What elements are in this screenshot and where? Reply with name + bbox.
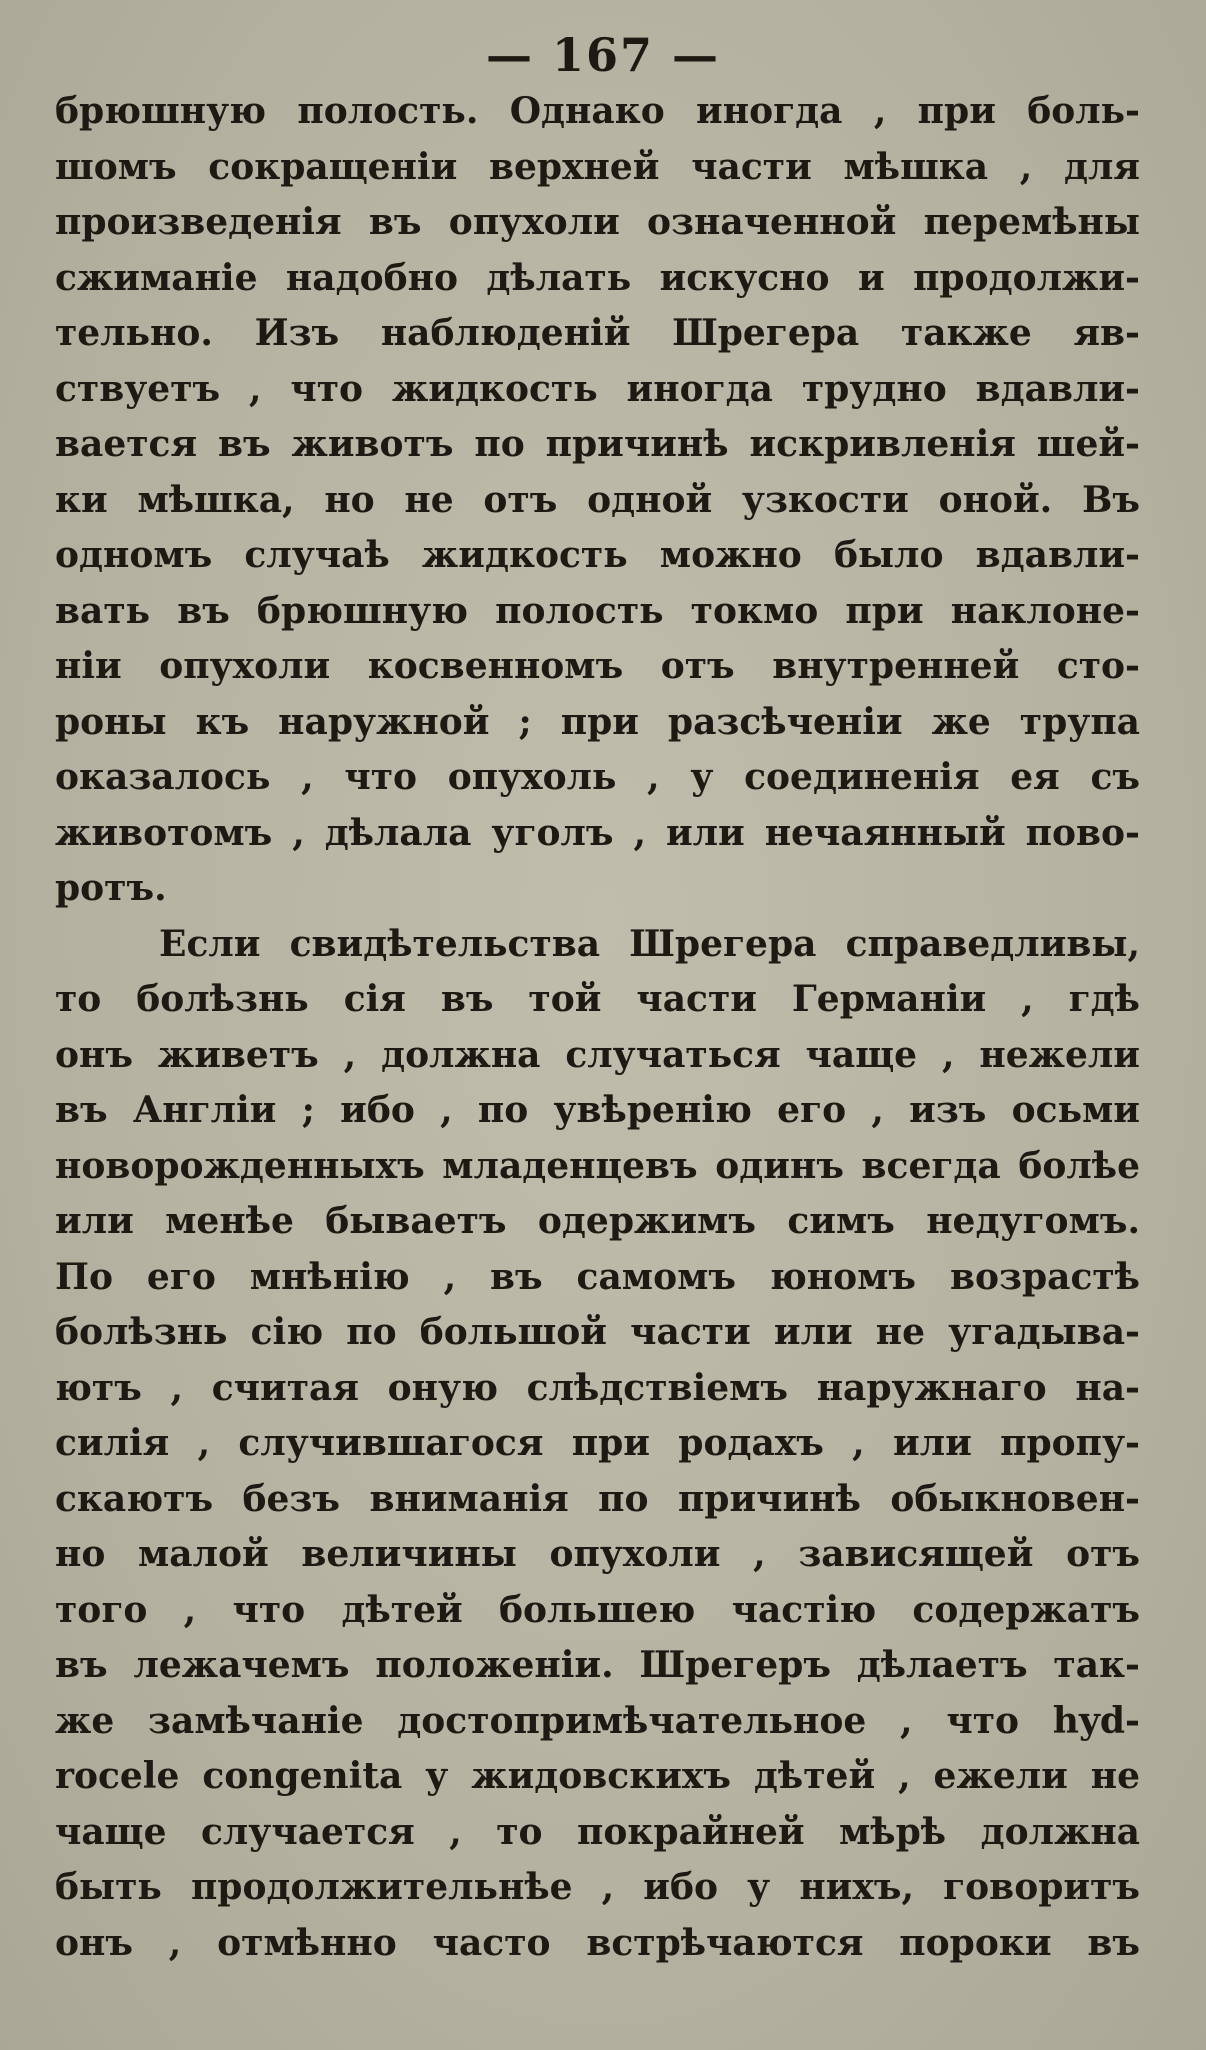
text-line: но малой величины опухоли , зависящей отъ <box>55 1533 1140 1575</box>
paragraph-1 <box>55 84 1140 917</box>
text-line: произведенія въ опухоли означенной перемѣны <box>55 201 1140 243</box>
text-line: чаще случается , то покрайней мѣрѣ должна <box>55 1810 1140 1853</box>
text-line: По его мнѣнію , въ самомъ юномъ возрастѣ <box>55 1255 1140 1298</box>
text-line: роны къ наружной ; при разсѣченіи же трупа <box>55 700 1140 743</box>
text-line: быть продолжительнѣе , ибо у нихъ, говоритъ <box>55 1866 1140 1908</box>
text-line: или менѣе бываетъ одержимъ симъ недугомъ. <box>55 1200 1140 1242</box>
text-line: ствуетъ , что жидкость иногда трудно вдавли- <box>55 367 1140 410</box>
text-line: онъ живетъ , должна случаться чаще , нежели <box>55 1033 1140 1076</box>
text-line: тельно. Изъ наблюденій Шрегера также яв- <box>55 312 1140 354</box>
text-line: вать въ брюшную полость токмо при наклоне- <box>55 589 1140 632</box>
paragraph-2 <box>55 917 1140 1972</box>
text-line: новорожденныхъ младенцевъ одинъ всегда болѣе <box>55 1144 1140 1187</box>
text-line: онъ , отмѣнно часто встрѣчаются пороки въ <box>55 1921 1140 1964</box>
text-line: того , что дѣтей большею частію содержатъ <box>55 1588 1140 1631</box>
text-line: брюшную полость. Однако иногда , при боль- <box>55 90 1140 132</box>
text-line: шомъ сокращеніи верхней части мѣшка , для <box>55 145 1140 188</box>
text-line: въ Англіи ; ибо , по увѣренію его , изъ осьми <box>55 1089 1140 1131</box>
text-line: rocele congenita у жидовскихъ дѣтей , ежели не <box>55 1755 1140 1797</box>
text-line: Если свидѣтельства Шрегера справедливы, <box>159 922 1140 965</box>
text-line: вается въ животъ по причинѣ искривленія шей- <box>55 423 1140 465</box>
text-line: скаютъ безъ вниманія по причинѣ обыкновен- <box>55 1477 1140 1520</box>
text-line: животомъ , дѣлала уголъ , или нечаянный пово- <box>55 811 1140 854</box>
text-line: то болѣзнь сія въ той части Германіи , гдѣ <box>55 978 1140 1020</box>
text-line: же замѣчаніе достопримѣчательное , что hyd- <box>55 1699 1140 1742</box>
text-line: ки мѣшка, но не отъ одной узкости оной. Въ <box>55 478 1140 521</box>
text-line: сжиманіе надобно дѣлать искусно и продолжи- <box>55 256 1140 299</box>
body-text <box>55 84 1140 1971</box>
text-line: оказалось , что опухоль , у соединенія ея съ <box>55 756 1140 798</box>
text-line: силія , случившагося при родахъ , или пропу- <box>55 1422 1140 1464</box>
text-line: ніи опухоли косвенномъ отъ внутренней сто- <box>55 645 1140 687</box>
text-line: ютъ , считая оную слѣдствіемъ наружнаго на- <box>55 1366 1140 1409</box>
text-line: въ лежачемъ положеніи. Шрегеръ дѣлаетъ так- <box>55 1644 1140 1686</box>
text-line: ротъ. <box>55 867 167 909</box>
text-line: одномъ случаѣ жидкость можно было вдавли- <box>55 534 1140 576</box>
text-line: болѣзнь сію по большой части или не угадыва- <box>55 1311 1140 1353</box>
page-number: — 167 — <box>485 28 721 82</box>
